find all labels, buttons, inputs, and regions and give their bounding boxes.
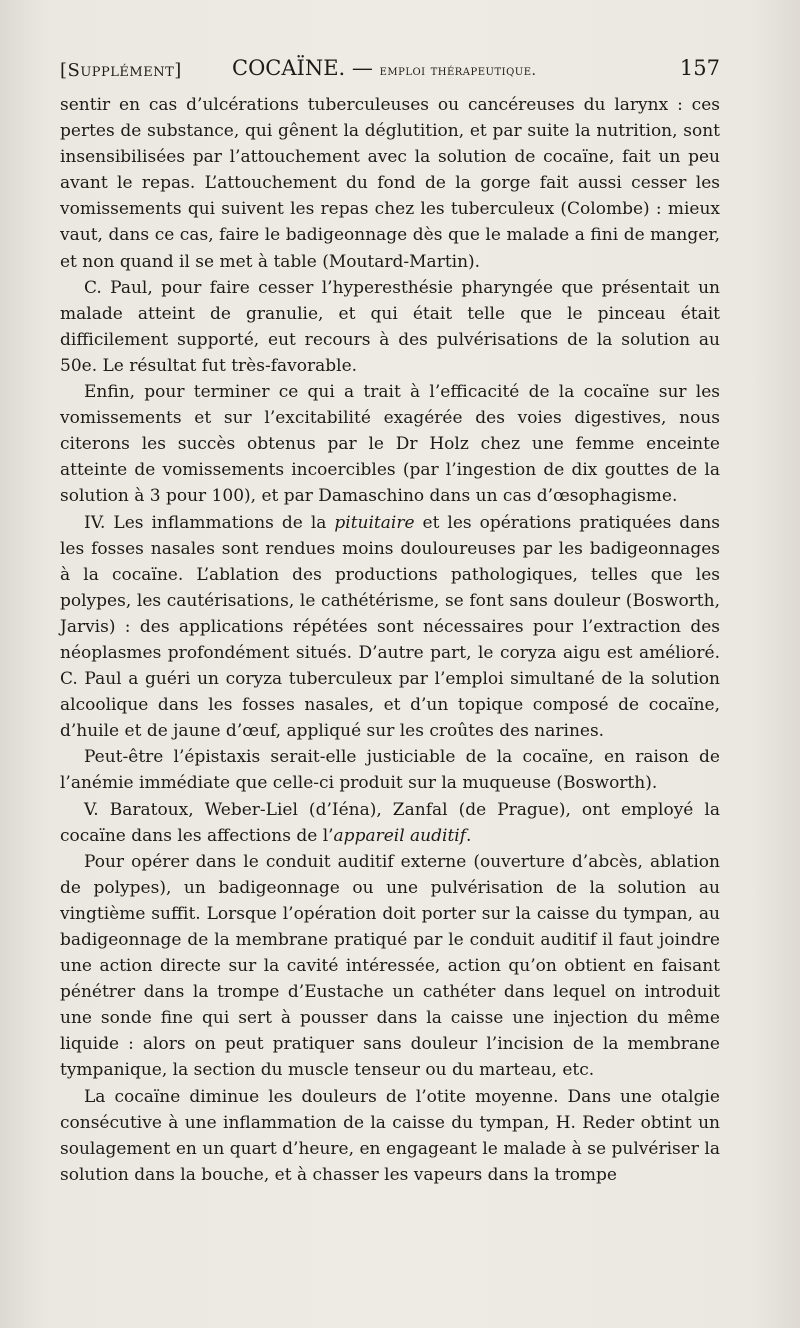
- paragraph-4: [60, 510, 720, 745]
- paragraph-5: Peut-être l’épistaxis serait-elle justiciable de la cocaïne, en raison de l’anémie immédiate que celle-ci produit sur la muqueuse (Bosworth).: [60, 747, 720, 794]
- paragraph-6-start: V. Baratoux, Weber-Liel (d’Iéna), Zanfal (de Prague), ont employé la cocaïne dans les affections de l’: [60, 799, 720, 846]
- body-text: [60, 92, 720, 1188]
- running-title-sub: emploi thérapeutique.: [379, 63, 537, 79]
- paragraph-4-emphasis: pituitaire: [334, 512, 415, 533]
- paragraph-3: Enfin, pour terminer ce qui a trait à l’efficacité de la cocaïne sur les vomissements et sur l’excitabilité exagérée des voies digestives, nous citerons les succès obtenus par le Dr Holz chez une femme enceinte atteinte de vomissements incoercibles (par l’ingestion de dix gouttes de la solution à 3 pour 100), et par Damaschino dans un cas d’œsophagisme.: [60, 382, 720, 507]
- page-number: 157: [679, 56, 720, 80]
- paragraph-4-end: et les opérations pratiquées dans les fosses nasales sont rendues moins douloureuses par les badigeonnages à la cocaïne. L’ablation des productions pathologiques, telles que les polypes, les cautérisations, le cathétérisme, se font sans douleur (Bosworth, Jarvis) : des applications répétées sont nécessaires pour l’extraction des néoplasmes profondément situés. D’autre part, le coryza aigu est amélioré. C. Paul a guéri un coryza tuberculeux par l’emploi simultané de la solution alcoolique dans les fosses nasales, et d’un topique composé de cocaïne, d’huile et de jaune d’œuf, appliqué sur les croûtes des narines.: [60, 512, 720, 742]
- running-title: [232, 56, 536, 80]
- paragraph-8: La cocaïne diminue les douleurs de l’otite moyenne. Dans une otalgie consécutive à une inflammation de la caisse du tympan, H. Reder obtint un soulagement en un quart d’heure, en engageant le malade à se pulvériser la solution dans la bouche, et à chasser les vapeurs dans la trompe: [60, 1086, 720, 1185]
- paragraph-4-start: IV. Les inflammations de la: [84, 512, 335, 533]
- paragraph-2: C. Paul, pour faire cesser l’hyperesthésie pharyngée que présentait un malade atteint de granulie, et qui était telle que le pinceau était difficilement supporté, eut recours à des pulvérisations de la solution au 50e. Le résultat fut très-favorable.: [60, 277, 720, 376]
- running-title-main: COCAÏNE. —: [232, 56, 373, 80]
- paragraph-6-end: .: [466, 825, 472, 846]
- paragraph-1: sentir en cas d’ulcérations tuberculeuses ou cancéreuses du larynx : ces pertes de substance, qui gênent la déglutition, et par suite la nutrition, sont insensibilisées par l’attouchement avec la solution de cocaïne, fait un peu avant le repas. L’attouchement du fond de la gorge fait aussi cesser les vomissements qui suivent les repas chez les tuberculeux (Colombe) : mieux vaut, dans ce cas, faire le badigeonnage dès que le malade a fini de manger, et non quand il se met à table (Moutard-Martin).: [60, 95, 720, 272]
- paragraph-7: Pour opérer dans le conduit auditif externe (ouverture d’abcès, ablation de polypes), un badigeonnage ou une pulvérisation de la solution au vingtième suffit. Lorsque l’opération doit porter sur la caisse du tympan, au badigeonnage de la membrane pratiqué par le conduit auditif il faut joindre une action directe sur la cavité intéressée, action qu’on obtient en faisant pénétrer dans la trompe d’Eustache un cathéter dans lequel on introduit une sonde fine qui sert à pousser dans la caisse une injection du même liquide : alors on peut pratiquer sans douleur l’incision de la membrane tympanique, la section du muscle tenseur ou du marteau, etc.: [60, 851, 720, 1081]
- running-header: [60, 56, 720, 86]
- paragraph-6-emphasis: appareil auditif: [333, 825, 467, 846]
- paragraph-6: [60, 797, 720, 849]
- section-label: [Supplément]: [60, 60, 182, 81]
